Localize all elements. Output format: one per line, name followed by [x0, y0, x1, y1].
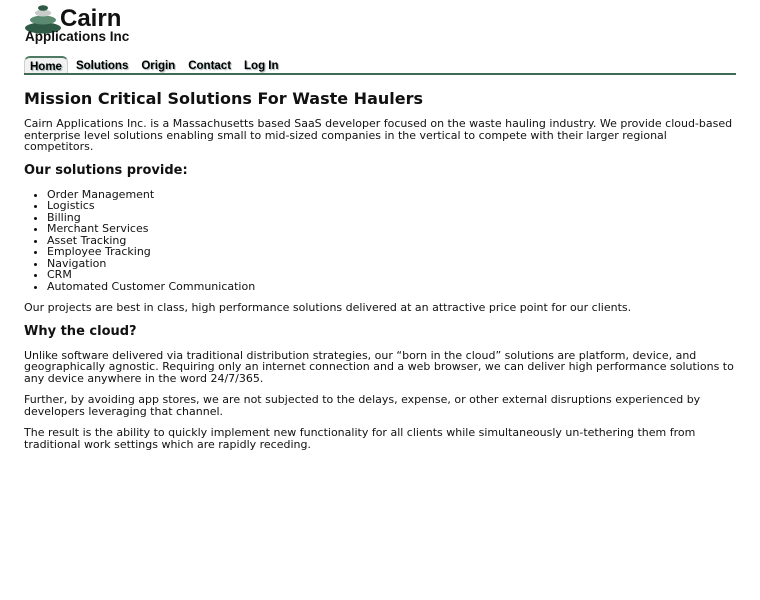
main-nav [24, 56, 287, 74]
nav-item-contact[interactable]: Contact [188, 60, 232, 72]
nav-divider [24, 73, 736, 75]
list-item: • CRM [47, 269, 736, 281]
cloud-paragraph-3: The result is the ability to quickly implement new functionality for all clients while simultaneously un-tethering them from traditional work settings which are rapidly receding. [24, 426, 696, 451]
page-title: Mission Critical Solutions For Waste Haulers [24, 89, 424, 108]
list-item: • Order Management [47, 189, 736, 201]
list-item: • Logistics [47, 200, 736, 212]
solutions-heading: Our solutions provide: [24, 162, 188, 178]
list-item: • Billing [47, 212, 736, 224]
nav-item-origin[interactable]: Origin [141, 60, 176, 72]
nav-item-solutions[interactable]: Solutions [75, 60, 129, 72]
projects-paragraph: Our projects are best in class, high performance solutions delivered at an attractive price point for our clients. [24, 301, 632, 314]
cloud-paragraph-1: Unlike software delivered via traditional distribution strategies, our “born in the cloud” solutions are platform, device, and geographically agnostic. Requiring only an internet connection and a web browser, we can deliver high performance solutions to any device anywhere in the word 24/7/365. [24, 348, 734, 385]
main-content [24, 90, 736, 460]
list-item: • Merchant Services [47, 223, 736, 235]
solutions-list [24, 189, 736, 293]
logo-name: Cairn [60, 5, 122, 32]
intro-paragraph: Cairn Applications Inc. is a Massachusetts based SaaS developer focused on the waste hauling industry. We provide cloud-based enterprise level solutions enabling small to mid-sized companies in the vertical to compete with their larger regional competitors. [24, 117, 733, 153]
logo-subtitle: Applications Inc [25, 29, 130, 44]
site-logo[interactable] [24, 4, 134, 46]
nav-item-login[interactable]: Log In [244, 60, 279, 72]
nav-item-home[interactable]: Home [24, 56, 68, 74]
list-item: • Asset Tracking [47, 235, 736, 247]
cloud-heading: Why the cloud? [24, 323, 137, 339]
cloud-paragraph-2: Further, by avoiding app stores, we are not subjected to the delays, expense, or other external disruptions experienced by developers leveraging that channel. [24, 393, 701, 418]
list-item: • Navigation [47, 258, 736, 270]
list-item: • Automated Customer Communication [47, 281, 736, 293]
list-item: • Employee Tracking [47, 246, 736, 258]
